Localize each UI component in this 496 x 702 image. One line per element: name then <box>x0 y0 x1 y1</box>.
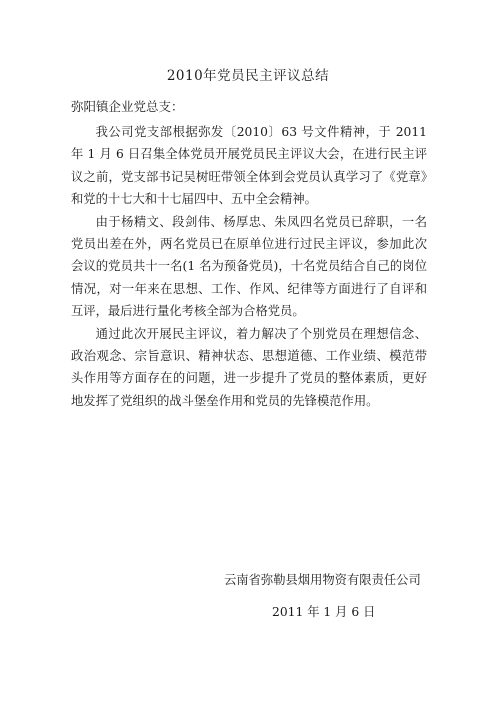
salutation: 弥阳镇企业党总支： <box>71 99 184 114</box>
paragraph-2: 由于杨精文、段剑伟、杨厚忠、朱凤四名党员已辞职，一名党员出差在外，两名党员已在原单位进行过民主评议，参加此次会议的党员共十一名(1 名为预备党员)，十名党员结合自己的岗位情况，对一年来在思想、工作、作风、纪律等方面进行了自评和互评，最后进行量化考核全部为合格党员。 <box>71 214 427 319</box>
paragraph-3: 通过此次开展民主评议，着力解决了个别党员在理想信念、政治观念、宗旨意识、精神状态、思想道德、工作业绩、模范带头作用等方面存在的问题，进一步提升了党员的整体素质，更好地发挥了党组织的战斗堡垒作用和党员的先锋模范作用。 <box>71 326 427 408</box>
signature-company: 云南省弥勒县烟用物资有限责任公司 <box>224 573 421 587</box>
signature-date: 2011 年 1 月 6 日 <box>272 605 376 619</box>
document-title: 2010年党员民主评议总结 <box>166 68 330 84</box>
paragraph-1: 我公司党支部根据弥发〔2010〕63 号文件精神，于 2011 年 1 月 6 日召集全体党员开展党员民主评议大会，在进行民主评议之前，党支部书记吴树旺带领全体到会党员认真学习了《党章》和党的十七大和十七届四中、五中全会精神。 <box>71 125 427 207</box>
document-body <box>71 121 427 412</box>
